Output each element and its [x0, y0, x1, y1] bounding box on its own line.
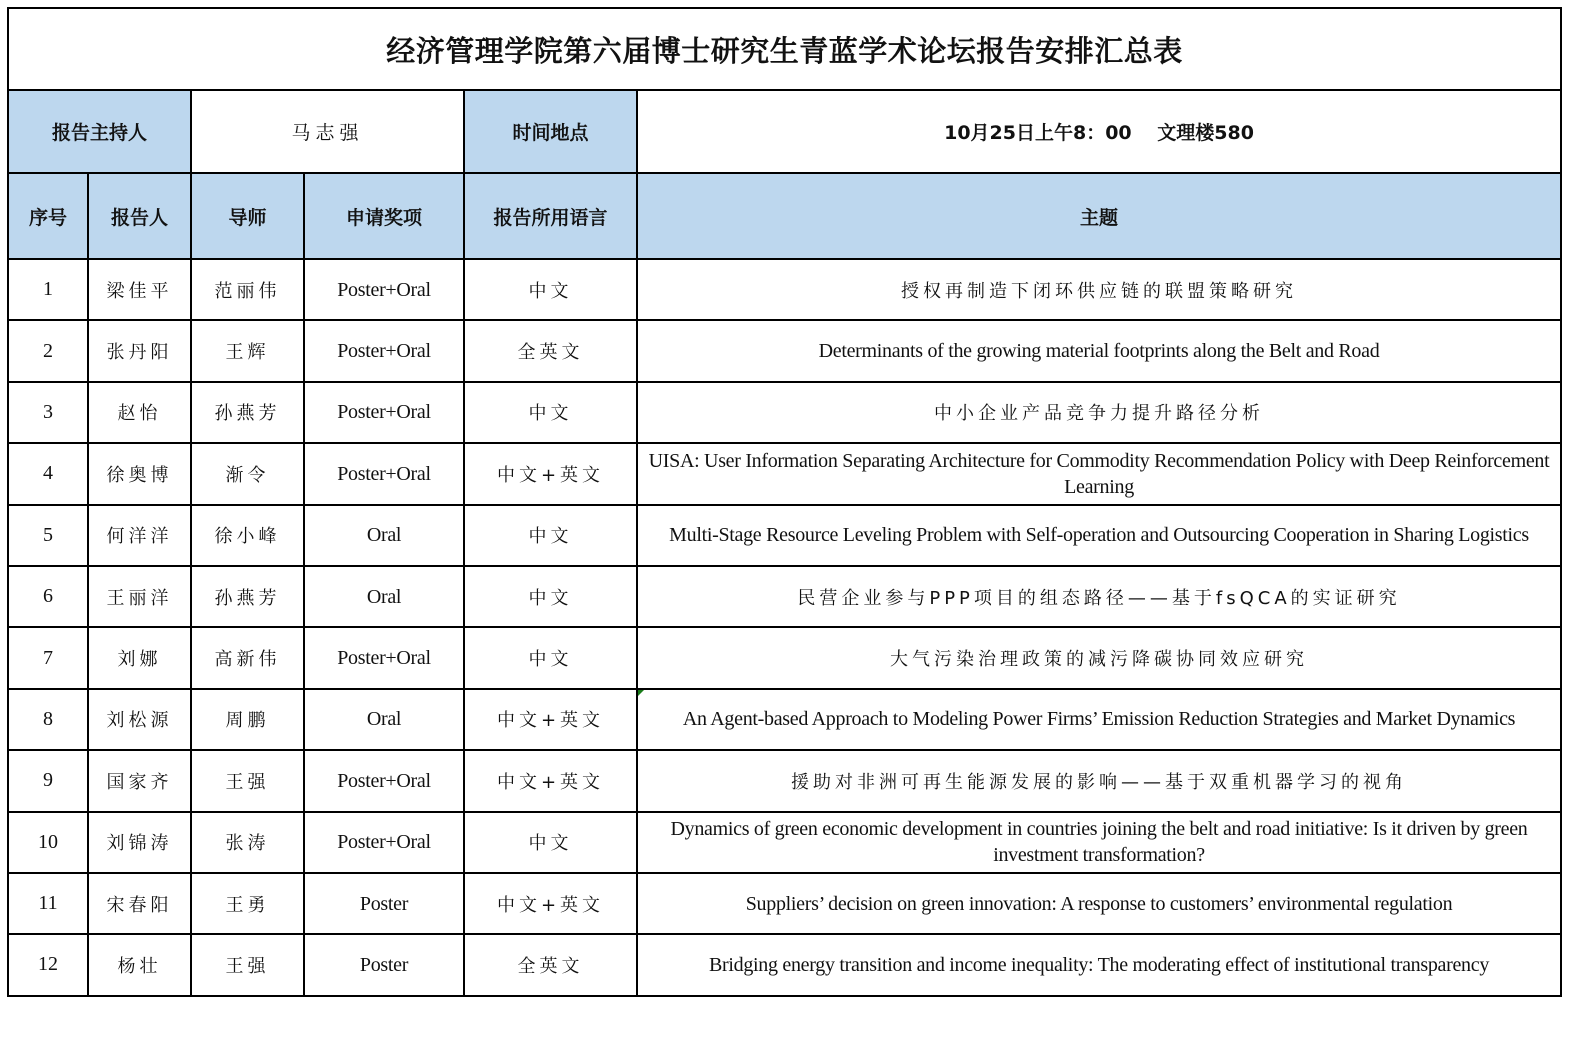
cell-advisor[interactable]: 孙燕芳 [191, 566, 304, 627]
col-header-advisor[interactable]: 导师 [191, 173, 304, 259]
table-row [8, 689, 1561, 750]
cell-advisor[interactable]: 徐小峰 [191, 505, 304, 566]
cell-award[interactable]: Poster+Oral [304, 627, 464, 688]
cell-no[interactable]: 4 [8, 443, 88, 504]
cell-topic[interactable]: 民营企业参与PPP项目的组态路径——基于fsQCA的实证研究 [637, 566, 1561, 627]
cell-language[interactable]: 中文 [464, 505, 637, 566]
cell-award[interactable]: Poster+Oral [304, 812, 464, 873]
cell-award[interactable]: Poster [304, 934, 464, 995]
cell-presenter[interactable]: 张丹阳 [88, 320, 191, 381]
table-row [8, 873, 1561, 934]
cell-no[interactable]: 10 [8, 812, 88, 873]
table-row [8, 382, 1561, 443]
cell-award[interactable]: Poster+Oral [304, 443, 464, 504]
cell-topic[interactable]: Dynamics of green economic development in countries joining the belt and road initiative: Is it driven by green investment transformation? [637, 812, 1561, 873]
time-place-label[interactable]: 时间地点 [464, 90, 637, 173]
col-header-presenter[interactable]: 报告人 [88, 173, 191, 259]
time-place-value[interactable]: 10月25日上午8：00 文理楼580 [637, 90, 1561, 173]
col-header-topic[interactable]: 主题 [637, 173, 1561, 259]
table-row [8, 259, 1561, 320]
cell-presenter[interactable]: 刘松源 [88, 689, 191, 750]
table-row [8, 934, 1561, 995]
cell-advisor[interactable]: 王勇 [191, 873, 304, 934]
cell-advisor[interactable]: 张涛 [191, 812, 304, 873]
cell-no[interactable]: 2 [8, 320, 88, 381]
schedule-table [7, 7, 1562, 997]
cell-presenter[interactable]: 梁佳平 [88, 259, 191, 320]
cell-topic[interactable]: 中小企业产品竞争力提升路径分析 [637, 382, 1561, 443]
cell-no[interactable]: 9 [8, 750, 88, 811]
cell-no[interactable]: 6 [8, 566, 88, 627]
cell-language[interactable]: 中文+英文 [464, 689, 637, 750]
cell-presenter[interactable]: 赵怡 [88, 382, 191, 443]
cell-language[interactable]: 全英文 [464, 320, 637, 381]
table-row [8, 627, 1561, 688]
cell-advisor[interactable]: 周鹏 [191, 689, 304, 750]
cell-no[interactable]: 12 [8, 934, 88, 995]
cell-award[interactable]: Poster+Oral [304, 320, 464, 381]
host-row [8, 90, 1561, 173]
cell-award[interactable]: Poster [304, 873, 464, 934]
cell-language[interactable]: 全英文 [464, 934, 637, 995]
table-row [8, 505, 1561, 566]
table-row [8, 812, 1561, 873]
cell-language[interactable]: 中文 [464, 259, 637, 320]
title-row [8, 8, 1561, 90]
cell-presenter[interactable]: 王丽洋 [88, 566, 191, 627]
cell-language[interactable]: 中文 [464, 627, 637, 688]
cell-topic[interactable]: Multi-Stage Resource Leveling Problem with Self-operation and Outsourcing Cooperation in Sharing Logistics [637, 505, 1561, 566]
cell-language[interactable]: 中文+英文 [464, 873, 637, 934]
cell-presenter[interactable]: 徐奥博 [88, 443, 191, 504]
cell-award[interactable]: Poster+Oral [304, 750, 464, 811]
col-header-no[interactable]: 序号 [8, 173, 88, 259]
host-name[interactable]: 马志强 [191, 90, 464, 173]
column-header-row [8, 173, 1561, 259]
sheet-title[interactable]: 经济管理学院第六届博士研究生青蓝学术论坛报告安排汇总表 [8, 8, 1561, 90]
cell-language[interactable]: 中文+英文 [464, 750, 637, 811]
cell-award[interactable]: Poster+Oral [304, 382, 464, 443]
cell-no[interactable]: 3 [8, 382, 88, 443]
cell-advisor[interactable]: 王辉 [191, 320, 304, 381]
col-header-language[interactable]: 报告所用语言 [464, 173, 637, 259]
cell-topic[interactable]: 大气污染治理政策的减污降碳协同效应研究 [637, 627, 1561, 688]
cell-topic[interactable]: Determinants of the growing material footprints along the Belt and Road [637, 320, 1561, 381]
host-label[interactable]: 报告主持人 [8, 90, 191, 173]
cell-presenter[interactable]: 国家齐 [88, 750, 191, 811]
cell-advisor[interactable]: 范丽伟 [191, 259, 304, 320]
cell-advisor[interactable]: 高新伟 [191, 627, 304, 688]
cell-advisor[interactable]: 孙燕芳 [191, 382, 304, 443]
cell-advisor[interactable]: 渐令 [191, 443, 304, 504]
cell-topic[interactable]: Bridging energy transition and income inequality: The moderating effect of institutional transparency [637, 934, 1561, 995]
cell-no[interactable]: 5 [8, 505, 88, 566]
cell-award[interactable]: Oral [304, 566, 464, 627]
cell-advisor[interactable]: 王强 [191, 934, 304, 995]
cell-language[interactable]: 中文+英文 [464, 443, 637, 504]
table-row [8, 750, 1561, 811]
table-row [8, 443, 1561, 504]
col-header-award[interactable]: 申请奖项 [304, 173, 464, 259]
cell-no[interactable]: 11 [8, 873, 88, 934]
cell-advisor[interactable]: 王强 [191, 750, 304, 811]
cell-topic-text: An Agent-based Approach to Modeling Power Firms’ Emission Reduction Strategies and Market Dynamics [682, 708, 1516, 731]
cell-topic[interactable]: Suppliers’ decision on green innovation: A response to customers’ environmental regulation [637, 873, 1561, 934]
cell-award[interactable]: Poster+Oral [304, 259, 464, 320]
table-row [8, 566, 1561, 627]
cell-presenter[interactable]: 刘娜 [88, 627, 191, 688]
cell-presenter[interactable]: 何洋洋 [88, 505, 191, 566]
cell-award[interactable]: Oral [304, 505, 464, 566]
cell-no[interactable]: 8 [8, 689, 88, 750]
cell-language[interactable]: 中文 [464, 382, 637, 443]
cell-no[interactable]: 7 [8, 627, 88, 688]
error-indicator-icon[interactable] [638, 690, 644, 696]
cell-topic[interactable]: UISA: User Information Separating Architecture for Commodity Recommendation Policy with Deep Reinforcement Learning [637, 443, 1561, 504]
cell-award[interactable]: Oral [304, 689, 464, 750]
cell-presenter[interactable]: 刘锦涛 [88, 812, 191, 873]
cell-no[interactable]: 1 [8, 259, 88, 320]
cell-topic[interactable]: 授权再制造下闭环供应链的联盟策略研究 [637, 259, 1561, 320]
cell-topic[interactable] [637, 689, 1561, 750]
cell-topic[interactable]: 援助对非洲可再生能源发展的影响——基于双重机器学习的视角 [637, 750, 1561, 811]
cell-language[interactable]: 中文 [464, 812, 637, 873]
cell-language[interactable]: 中文 [464, 566, 637, 627]
cell-presenter[interactable]: 宋春阳 [88, 873, 191, 934]
table-row [8, 320, 1561, 381]
cell-presenter[interactable]: 杨壮 [88, 934, 191, 995]
